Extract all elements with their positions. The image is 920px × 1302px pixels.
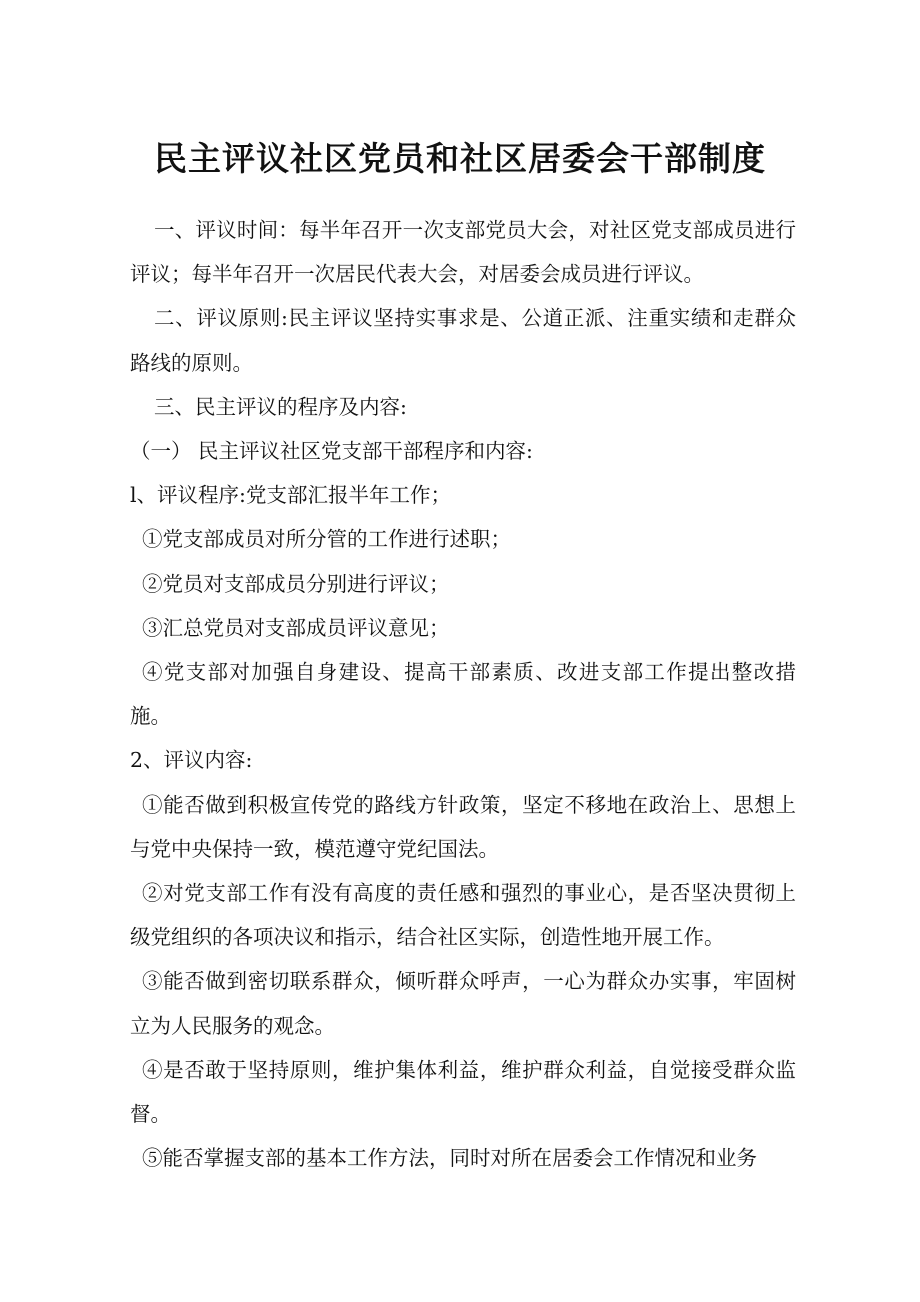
list-item: ③汇总党员对支部成员评议意见； [142, 615, 450, 640]
list-item: ④是否敢于坚持原则，维护集体利益，维护群众利益，自觉接受群众监督。 [130, 1057, 796, 1127]
paragraph-evaluation-time: 一、评议时间：每半年召开一次支部党员大会，对社区党支部成员进行评议；每半年召开一次居民代表大会，对居委会成员进行评议。 [130, 218, 796, 287]
paragraph-content-heading: 2、评议内容: [130, 748, 253, 773]
document-title: 民主评议社区党员和社区居委会干部制度 [154, 139, 766, 179]
paragraph-procedure-item-1: l、评议程序:党支部汇报半年工作； [130, 483, 451, 508]
paragraph-procedure-heading: 三、民主评议的程序及内容: [154, 394, 407, 419]
list-item: ③能否做到密切联系群众，倾听群众呼声，一心为群众办实事，牢固树立为人民服务的观念。 [130, 969, 796, 1038]
list-item: ⑤能否掌握支部的基本工作方法，同时对所在居委会工作情况和业务 [142, 1146, 757, 1171]
list-item: ④党支部对加强自身建设、提高干部素质、改进支部工作提出整改措施。 [130, 660, 796, 729]
list-item: ②党员对支部成员分别进行评议； [142, 571, 450, 596]
list-item: ①党支部成员对所分管的工作进行述职； [142, 527, 511, 552]
document-body [130, 208, 796, 1180]
list-item: ①能否做到积极宣传党的路线方针政策，坚定不移地在政治上、思想上与党中央保持一致，模范遵守党纪国法。 [130, 792, 796, 861]
paragraph-evaluation-principle: 二、评议原则:民主评议坚持实事求是、公道正派、注重实绩和走群众路线的原则。 [130, 306, 796, 375]
paragraph-subsection-heading: （一） 民主评议社区党支部干部程序和内容: [130, 439, 533, 464]
list-item: ②对党支部工作有没有高度的责任感和强烈的事业心，是否坚决贯彻上级党组织的各项决议和指示，结合社区实际，创造性地开展工作。 [130, 881, 796, 950]
